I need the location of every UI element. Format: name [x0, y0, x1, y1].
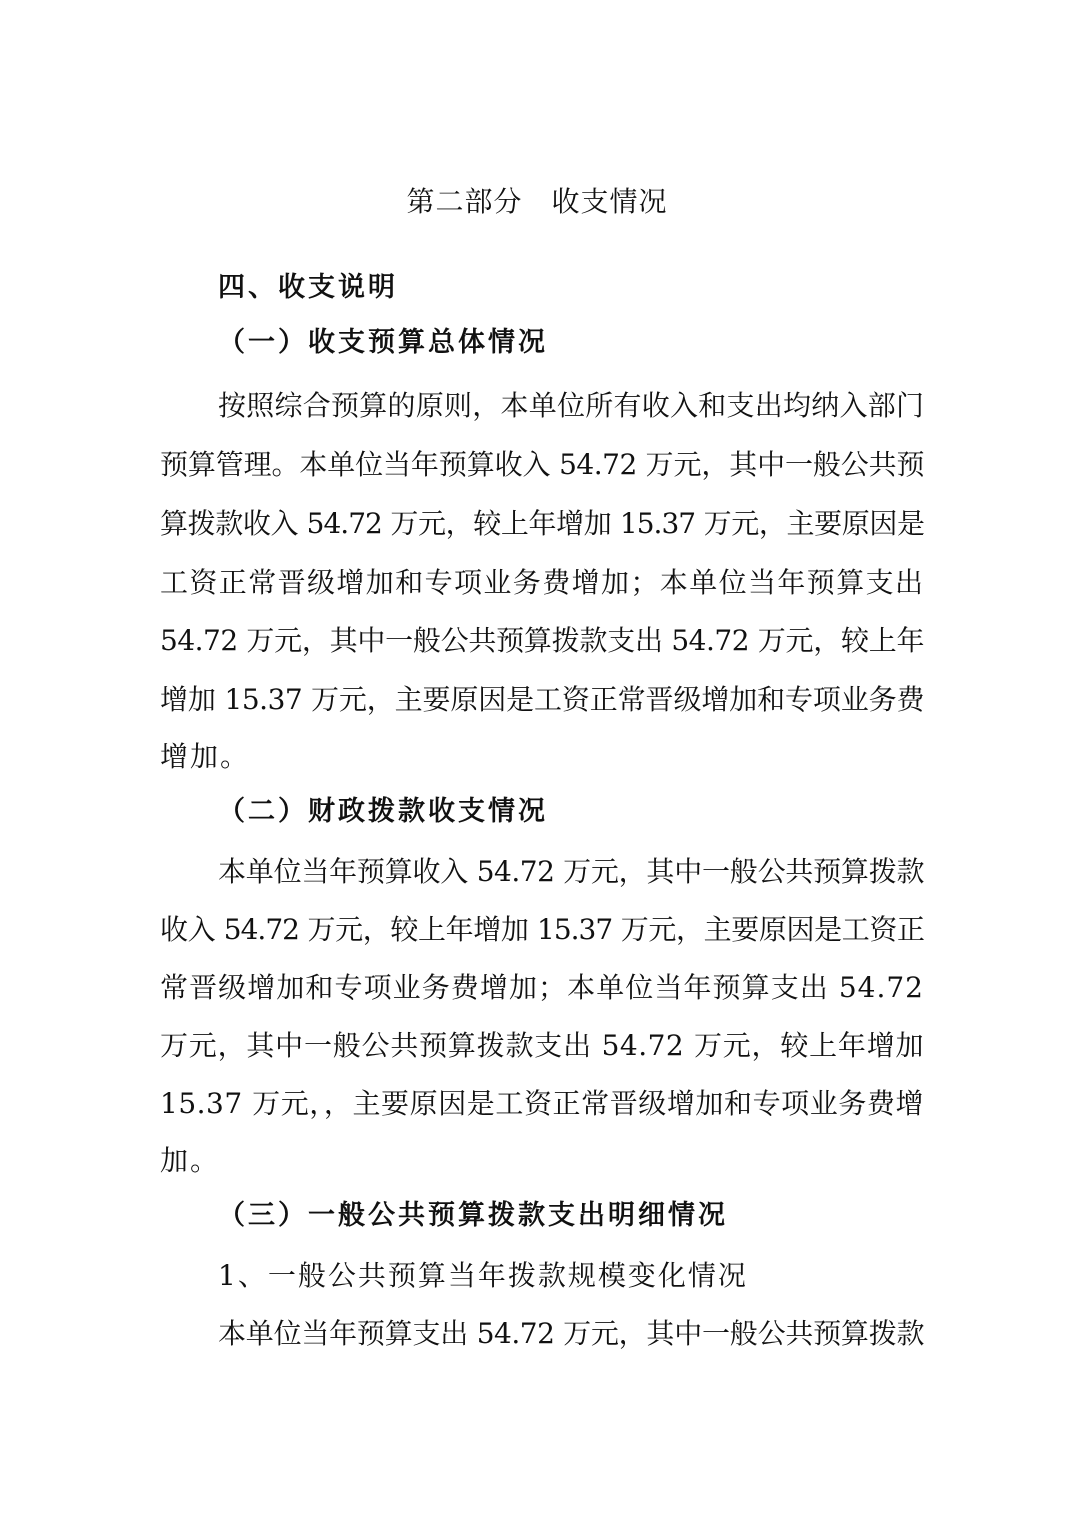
- paragraph-2-line-2: 收入 54.72 万元，较上年增加 15.37 万元，主要原因是工资正: [160, 913, 924, 946]
- paragraph-1-line-4: 工资正常晋级增加和专项业务费增加；本单位当年预算支出: [160, 566, 924, 599]
- paragraph-2-line-5: 15.37 万元，，主要原因是工资正常晋级增加和专项业务费增: [160, 1087, 924, 1120]
- paragraph-1-line-5: 54.72 万元，其中一般公共预算拨款支出 54.72 万元，较上年: [160, 624, 924, 657]
- paragraph-1-line-2: 预算管理。本单位当年预算收入 54.72 万元，其中一般公共预: [160, 448, 924, 481]
- paragraph-2-line-6: 加。: [160, 1144, 221, 1177]
- page-title: 第二部分 收支情况: [406, 185, 668, 218]
- subsection-heading-1: （一）收支预算总体情况: [218, 327, 548, 358]
- paragraph-1-line-3: 算拨款收入 54.72 万元，较上年增加 15.37 万元，主要原因是: [160, 507, 924, 540]
- paragraph-3-line-1: 本单位当年预算支出 54.72 万元，其中一般公共预算拨款: [218, 1317, 924, 1350]
- section-heading: 四、收支说明: [218, 272, 398, 303]
- paragraph-1-line-1: 按照综合预算的原则，本单位所有收入和支出均纳入部门: [218, 389, 924, 422]
- subsection-heading-2: （二）财政拨款收支情况: [218, 796, 548, 827]
- numbered-item-1: 1、一般公共预算当年拨款规模变化情况: [218, 1259, 748, 1292]
- paragraph-1-line-6: 增加 15.37 万元，主要原因是工资正常晋级增加和专项业务费: [160, 683, 924, 716]
- paragraph-2-line-1: 本单位当年预算收入 54.72 万元，其中一般公共预算拨款: [218, 855, 924, 888]
- paragraph-2-line-3: 常晋级增加和专项业务费增加；本单位当年预算支出 54.72: [160, 971, 924, 1004]
- subsection-heading-3: （三）一般公共预算拨款支出明细情况: [218, 1200, 728, 1231]
- paragraph-2-line-4: 万元，其中一般公共预算拨款支出 54.72 万元，较上年增加: [160, 1029, 924, 1062]
- paragraph-1-line-7: 增加。: [160, 740, 251, 773]
